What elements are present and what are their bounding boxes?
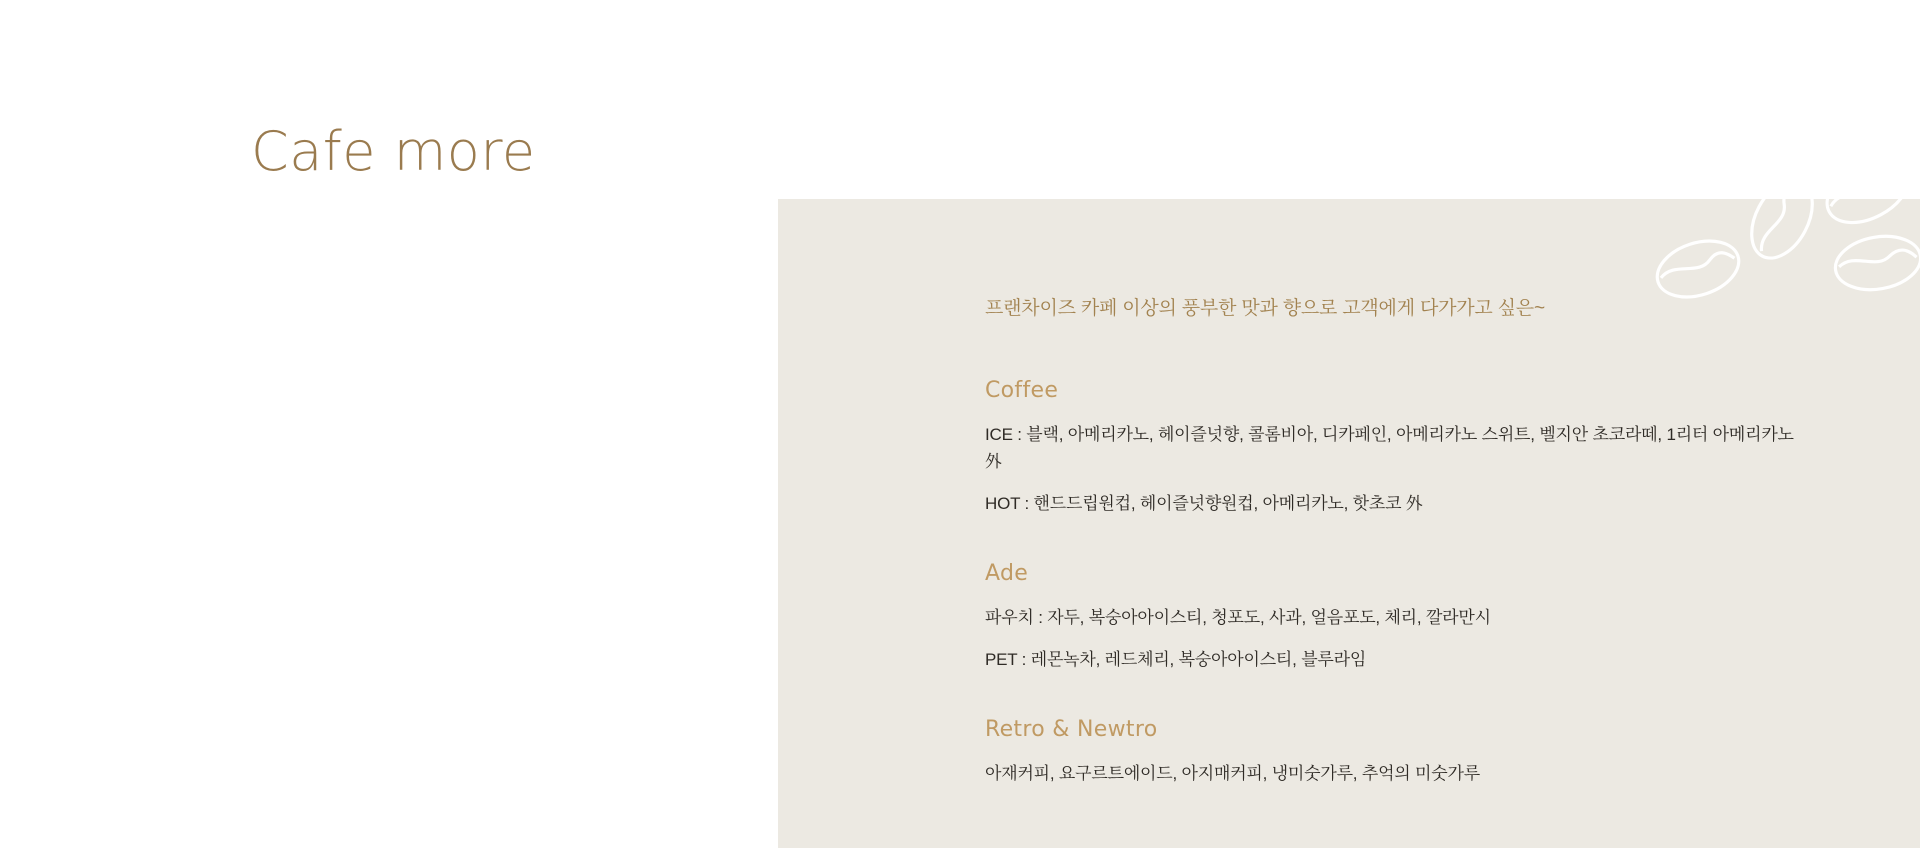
menu-section-retro-newtro <box>985 717 1805 788</box>
menu-line-coffee-ice: ICE : 블랙, 아메리카노, 헤이즐넛향, 콜롬비아, 디카페인, 아메리카노 스위트, 벨지안 초코라떼, 1리터 아메리카노 外 <box>985 424 1794 472</box>
menu-line-ade-pouch: 파우치 : 자두, 복숭아아이스티, 청포도, 사과, 얼음포도, 체리, 깔라만시 <box>985 608 1491 628</box>
menu-section-ade <box>985 561 1805 673</box>
menu-line-coffee-hot: HOT : 핸드드립원컵, 헤이즐넛향원컵, 아메리카노, 핫초코 外 <box>985 493 1423 513</box>
section-title-retro-newtro: Retro & Newtro <box>985 717 1158 743</box>
section-title-coffee: Coffee <box>985 377 1059 403</box>
menu-section-coffee <box>985 378 1805 518</box>
section-title-ade: Ade <box>985 561 1029 587</box>
page-title: Cafe more <box>251 120 536 184</box>
menu-line-ade-pet: PET : 레몬녹차, 레드체리, 복숭아아이스티, 블루라임 <box>985 649 1367 669</box>
menu-content <box>985 295 1805 788</box>
menu-line-retro-newtro: 아재커피, 요구르트에이드, 아지매커피, 냉미숫가루, 추억의 미숫가루 <box>985 764 1480 784</box>
lead-text: 프랜차이즈 카페 이상의 풍부한 맛과 향으로 고객에게 다가가고 싶은~ <box>985 298 1545 319</box>
